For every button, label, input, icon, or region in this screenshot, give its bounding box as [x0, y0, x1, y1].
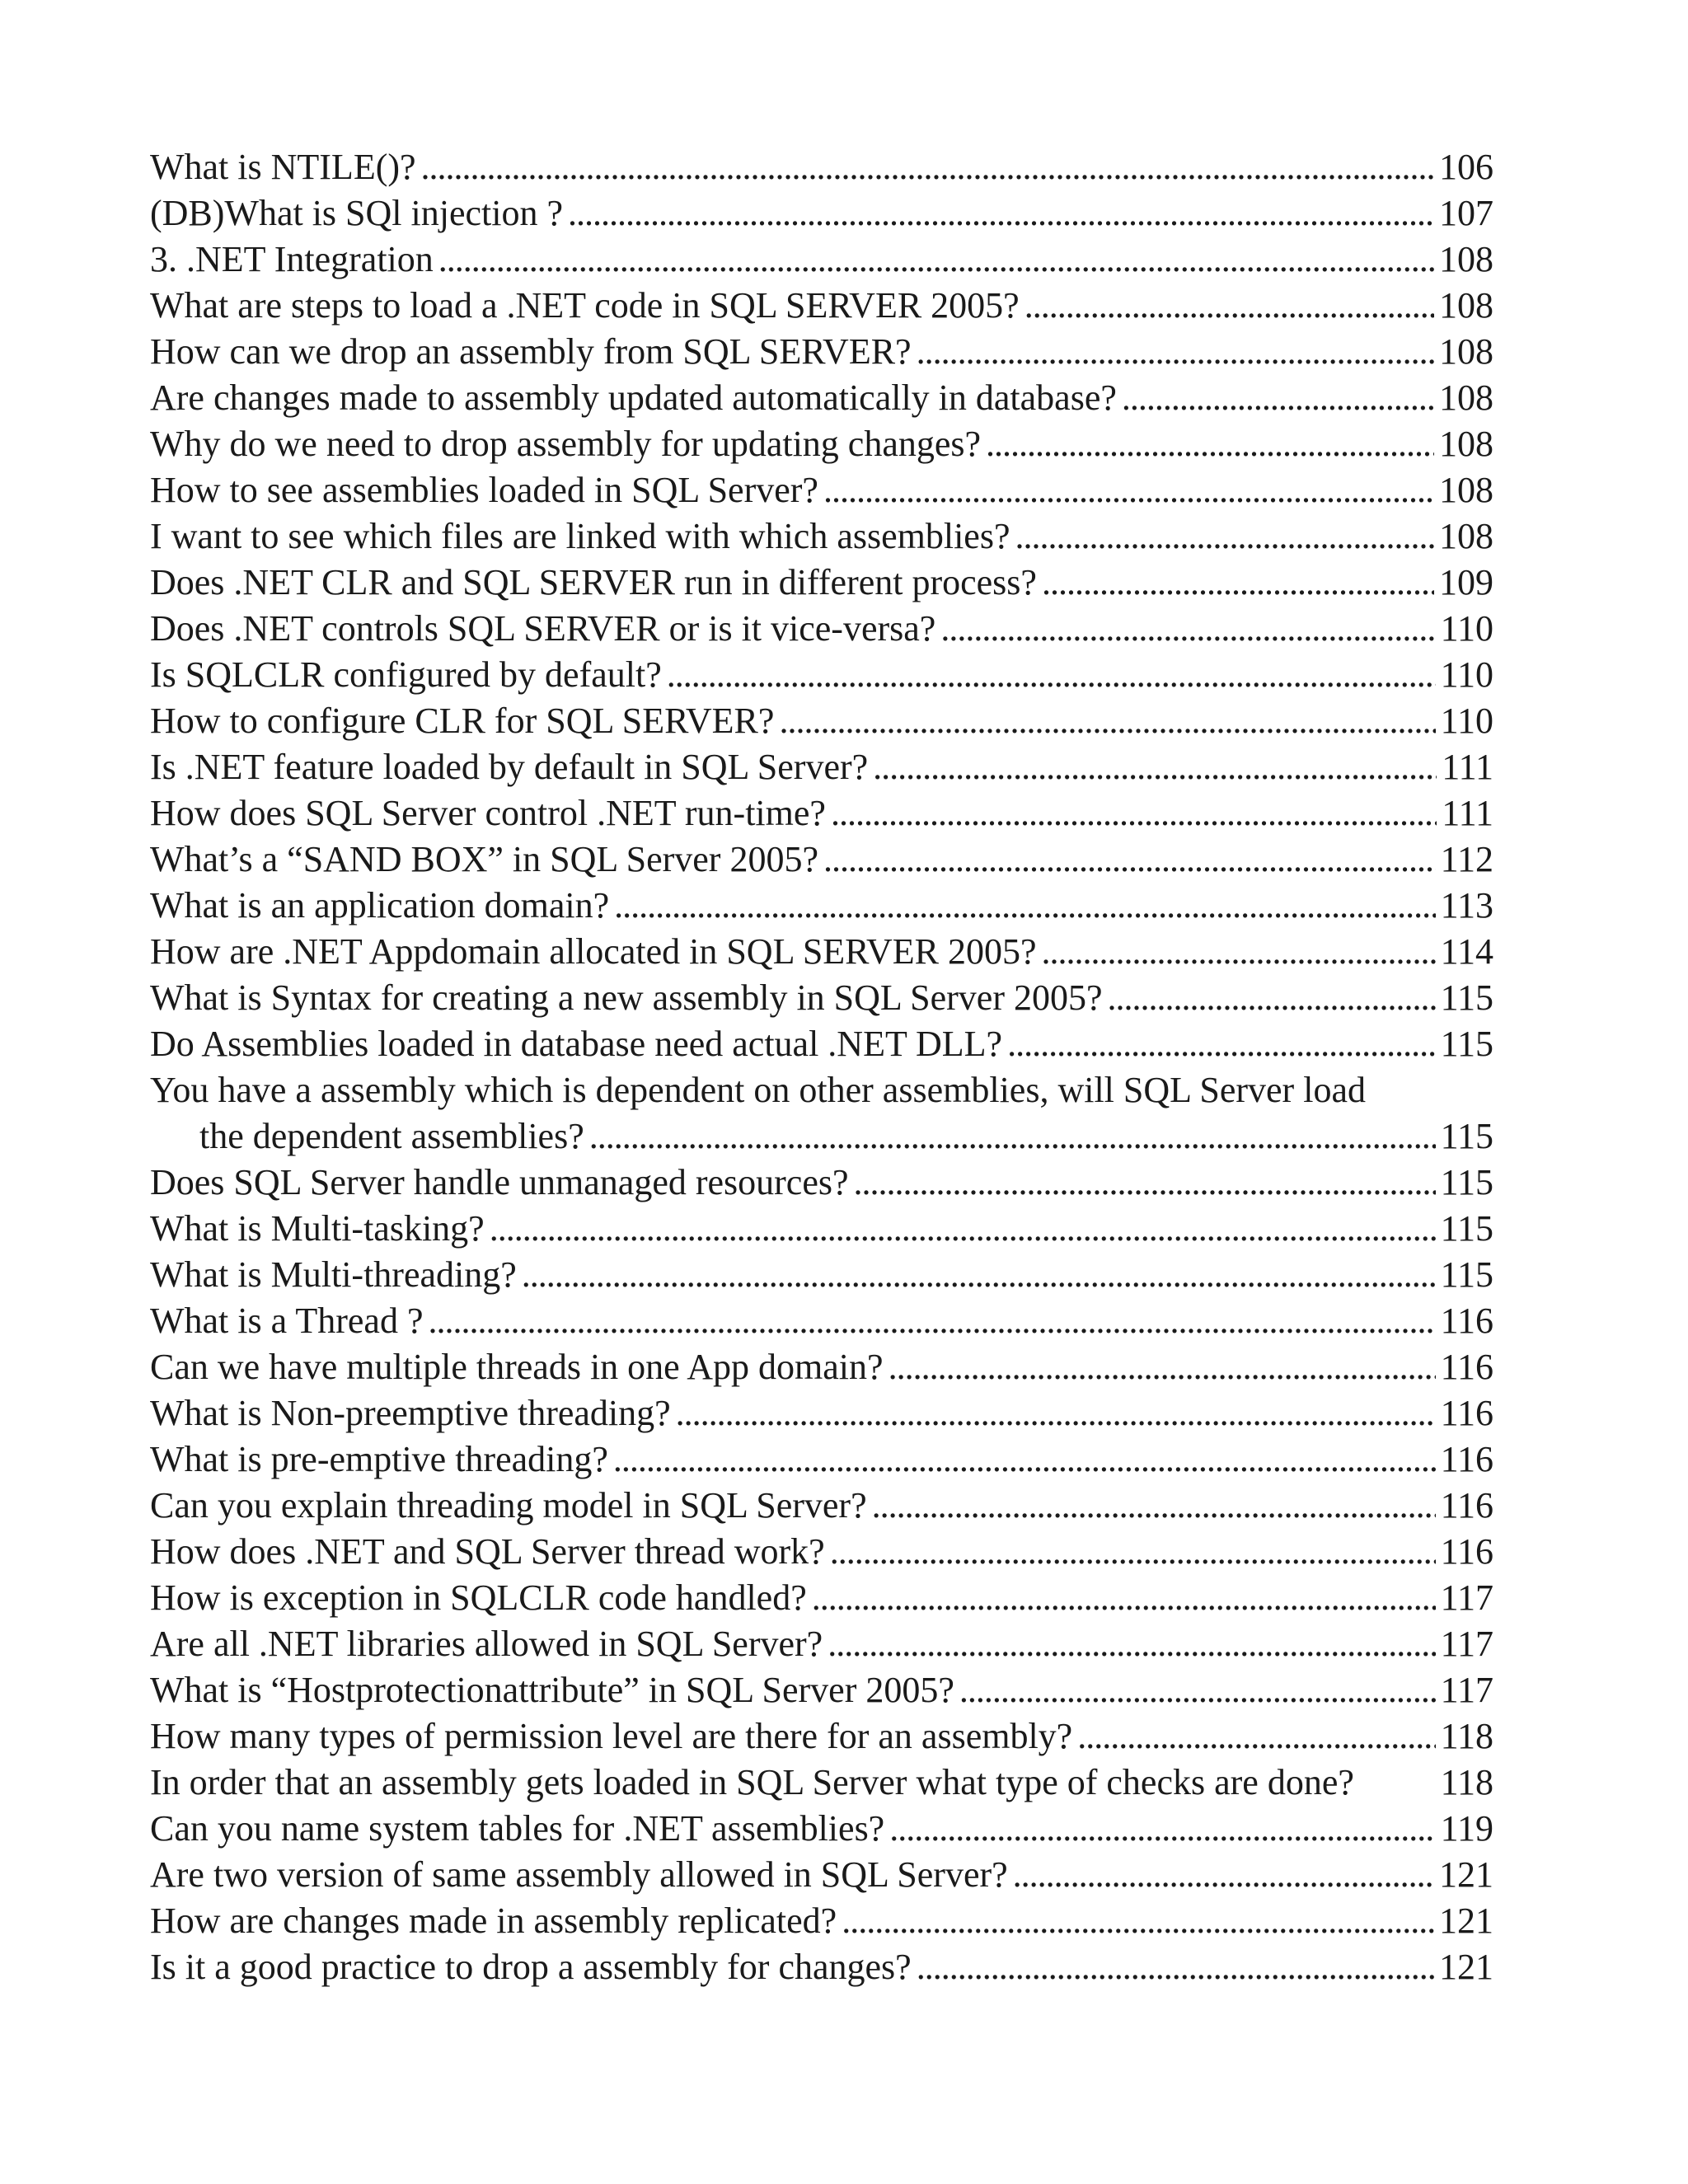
toc-entry-title: Does SQL Server handle unmanaged resources?: [150, 1162, 849, 1202]
dot-leader: [823, 467, 1434, 513]
toc-entry-title: Why do we need to drop assembly for updating changes?: [150, 424, 982, 464]
toc-entry-title: How to see assemblies loaded in SQL Server?: [150, 470, 818, 510]
dot-leader: [828, 1621, 1435, 1667]
toc-entry-page-number: 106: [1439, 147, 1493, 187]
toc-entry-page-number: 117: [1440, 1577, 1493, 1618]
dot-leader: [986, 421, 1434, 467]
toc-entry-title: How is exception in SQLCLR code handled?: [150, 1577, 807, 1618]
toc-entry: [150, 698, 1493, 744]
toc-entry-title: What is Multi-tasking?: [150, 1208, 485, 1249]
toc-entry-title: Do Assemblies loaded in database need actual .NET DLL?: [150, 1024, 1003, 1064]
toc-entry-page-number: 111: [1442, 747, 1493, 787]
toc-entry: [150, 1852, 1493, 1898]
toc-entry-title: How many types of permission level are there for an assembly?: [150, 1716, 1073, 1756]
toc-entry-title-line2: the dependent assemblies?: [199, 1116, 584, 1156]
toc-entry-page-number: 110: [1440, 608, 1493, 649]
toc-entries-group: [150, 1160, 1493, 1990]
toc-entry: [150, 1160, 1493, 1206]
toc-entry-title: What’s a “SAND BOX” in SQL Server 2005?: [150, 839, 818, 879]
toc-entry: [150, 1344, 1493, 1390]
toc-entry-page-number: 115: [1440, 1116, 1493, 1156]
toc-entry-title-line1: You have a assembly which is dependent on other assemblies, will SQL Server load: [150, 1070, 1366, 1110]
toc-entry-title: Is it a good practice to drop a assembly for changes?: [150, 1947, 912, 1987]
toc-entry: [150, 1390, 1493, 1436]
toc-entry: [150, 1298, 1493, 1344]
dot-leader: [940, 606, 1435, 652]
toc-entry-title: 3. .NET Integration: [150, 239, 434, 279]
dot-leader: [1025, 283, 1434, 329]
toc-entry-page-number: 121: [1439, 1854, 1493, 1895]
dot-leader: [522, 1252, 1436, 1298]
dot-leader: [823, 837, 1436, 883]
dot-leader: [614, 883, 1435, 929]
toc-entry-title: How does SQL Server control .NET run-time?: [150, 793, 826, 833]
dot-leader: [676, 1390, 1436, 1436]
toc-entry: [150, 190, 1493, 237]
toc-entry-title: What is “Hostprotectionattribute” in SQL Server 2005?: [150, 1670, 954, 1710]
toc-entry-page-number: 108: [1439, 331, 1493, 372]
dot-leader: [959, 1667, 1436, 1713]
dot-leader: [872, 1483, 1436, 1529]
toc-entry-title: Does .NET CLR and SQL SERVER run in different process?: [150, 562, 1037, 602]
toc-entry: [150, 283, 1493, 329]
toc-entry-page-number: 116: [1440, 1393, 1493, 1433]
dot-leader: [490, 1206, 1436, 1252]
toc-entry-page-number: 111: [1442, 793, 1493, 833]
dot-leader: [1108, 975, 1436, 1021]
toc-entry-page-number: 116: [1440, 1347, 1493, 1387]
toc-entry: [150, 652, 1493, 698]
toc-entry-page-number: 118: [1440, 1762, 1493, 1802]
toc-entry-page-number: 108: [1439, 516, 1493, 556]
toc-entry: [150, 329, 1493, 375]
toc-entry-title: What is an application domain?: [150, 885, 610, 926]
toc-entry-page-number: 116: [1440, 1531, 1493, 1572]
toc-entry-page-number: 113: [1440, 885, 1493, 926]
toc-entry: [150, 1944, 1493, 1990]
toc-entry-page-number: 109: [1439, 562, 1493, 602]
toc-entry-page-number: 110: [1440, 701, 1493, 741]
toc-entry: [150, 744, 1493, 790]
toc-entry-page-number: 115: [1440, 1254, 1493, 1295]
toc-entry-title: What are steps to load a .NET code in SQL SERVER 2005?: [150, 285, 1020, 326]
toc-entry-page-number: 117: [1440, 1670, 1493, 1710]
toc-entry: [150, 421, 1493, 467]
toc-entry-page-number: 112: [1440, 839, 1493, 879]
toc-entry: [150, 1436, 1493, 1483]
dot-leader: [917, 1944, 1434, 1990]
toc-entry-title: Is SQLCLR configured by default?: [150, 654, 662, 695]
toc-entry: [150, 144, 1493, 190]
dot-leader: [917, 329, 1434, 375]
toc-entry-title: What is Non-preemptive threading?: [150, 1393, 671, 1433]
dot-leader: [421, 144, 1434, 190]
toc-entry-title: Are all .NET libraries allowed in SQL Server?: [150, 1624, 823, 1664]
dot-leader: [1015, 513, 1434, 560]
toc-entry-title: In order that an assembly gets loaded in SQL Server what type of checks are done?: [150, 1762, 1354, 1802]
toc-entry: [150, 375, 1493, 421]
dot-leader: [438, 237, 1434, 283]
dot-leader: [842, 1898, 1434, 1944]
toc-entry: [150, 929, 1493, 975]
toc-entry-page-number: 116: [1440, 1301, 1493, 1341]
toc-entry-page-number: 121: [1439, 1947, 1493, 1987]
toc-entry: [150, 1252, 1493, 1298]
dot-leader: [428, 1298, 1435, 1344]
toc-entry-page-number: 114: [1440, 931, 1493, 972]
dot-leader: [1013, 1852, 1434, 1898]
dot-leader: [1122, 375, 1434, 421]
toc-entry: [150, 560, 1493, 606]
toc-entry: [150, 790, 1493, 837]
dot-leader: [854, 1160, 1436, 1206]
toc-entry-title: How does .NET and SQL Server thread work?: [150, 1531, 825, 1572]
toc-entry-title: (DB)What is SQl injection ?: [150, 193, 564, 233]
toc-entry-title: How are changes made in assembly replicated?: [150, 1900, 837, 1941]
dot-leader: [1042, 560, 1434, 606]
toc-entry: [150, 883, 1493, 929]
toc-entry-title: What is a Thread ?: [150, 1301, 424, 1341]
dot-leader: [779, 698, 1435, 744]
toc-entry-page-number: 117: [1440, 1624, 1493, 1664]
dot-leader: [831, 790, 1437, 837]
toc-entry-title: Are two version of same assembly allowed in SQL Server?: [150, 1854, 1008, 1895]
toc-entry-title: Can you explain threading model in SQL Server?: [150, 1485, 867, 1526]
toc-entry-wrapped: [150, 1067, 1493, 1160]
toc-entry-page-number: 119: [1440, 1808, 1493, 1849]
toc-entry: [150, 467, 1493, 513]
toc-entry-title: Can we have multiple threads in one App domain?: [150, 1347, 884, 1387]
toc-entry: [150, 1898, 1493, 1944]
toc-entry: [150, 1667, 1493, 1713]
toc-entry-page-number: 108: [1439, 424, 1493, 464]
toc-entry: [150, 1575, 1493, 1621]
toc-entry-page-number: 116: [1440, 1439, 1493, 1479]
dot-leader: [613, 1436, 1436, 1483]
toc-entry-page-number: 115: [1440, 1162, 1493, 1202]
toc-entry-title: How are .NET Appdomain allocated in SQL SERVER 2005?: [150, 931, 1037, 972]
toc-entry: [150, 1529, 1493, 1575]
toc-entry-title: What is pre-emptive threading?: [150, 1439, 608, 1479]
toc-entry-title: I want to see which files are linked with which assemblies?: [150, 516, 1010, 556]
dot-leader: [873, 744, 1437, 790]
dot-leader: [889, 1344, 1436, 1390]
toc-entry: [150, 237, 1493, 283]
dot-leader: [667, 652, 1436, 698]
table-of-contents: [150, 144, 1493, 1990]
toc-entries-group: [150, 144, 1493, 1067]
toc-entry: [150, 837, 1493, 883]
toc-entry-page-number: 116: [1440, 1485, 1493, 1526]
toc-entry-title: Is .NET feature loaded by default in SQL Server?: [150, 747, 869, 787]
dot-leader: [1077, 1713, 1435, 1760]
toc-entry-title-line2-row: [150, 1113, 1493, 1160]
toc-entry-page-number: 108: [1439, 285, 1493, 326]
toc-entry-page-number: 115: [1440, 977, 1493, 1018]
dot-leader: [1042, 929, 1436, 975]
toc-entry-title: Can you name system tables for .NET assemblies?: [150, 1808, 885, 1849]
toc-entry-page-number: 115: [1440, 1024, 1493, 1064]
toc-entry-page-number: 108: [1439, 239, 1493, 279]
toc-entry-title: Are changes made to assembly updated automatically in database?: [150, 377, 1117, 418]
toc-entry: [150, 975, 1493, 1021]
toc-entry-page-number: 115: [1440, 1208, 1493, 1249]
dot-leader: [889, 1806, 1435, 1852]
toc-entry: [150, 1806, 1493, 1852]
dot-leader: [1007, 1021, 1436, 1067]
toc-entry-page-number: 121: [1439, 1900, 1493, 1941]
toc-entry: [150, 1483, 1493, 1529]
dot-leader: [812, 1575, 1436, 1621]
toc-entry-title: How can we drop an assembly from SQL SERVER?: [150, 331, 912, 372]
dot-leader: [830, 1529, 1436, 1575]
toc-entry: [150, 606, 1493, 652]
dot-leader: [589, 1113, 1436, 1160]
toc-entry-page-number: 110: [1440, 654, 1493, 695]
toc-entry: [150, 1713, 1493, 1760]
toc-entry-page-number: 108: [1439, 470, 1493, 510]
dot-leader: [568, 190, 1434, 237]
toc-entry: [150, 513, 1493, 560]
toc-entry-title: What is NTILE()?: [150, 147, 416, 187]
toc-entry: [150, 1206, 1493, 1252]
toc-entry-page-number: 107: [1439, 193, 1493, 233]
toc-entry-title: What is Syntax for creating a new assembly in SQL Server 2005?: [150, 977, 1103, 1018]
toc-entry: [150, 1760, 1493, 1806]
toc-entry: [150, 1021, 1493, 1067]
toc-entry: [150, 1621, 1493, 1667]
toc-entry-page-number: 118: [1440, 1716, 1493, 1756]
toc-entry-page-number: 108: [1439, 377, 1493, 418]
toc-entry-title: Does .NET controls SQL SERVER or is it vice-versa?: [150, 608, 936, 649]
toc-entry-title: How to configure CLR for SQL SERVER?: [150, 701, 775, 741]
toc-entry-title: What is Multi-threading?: [150, 1254, 517, 1295]
